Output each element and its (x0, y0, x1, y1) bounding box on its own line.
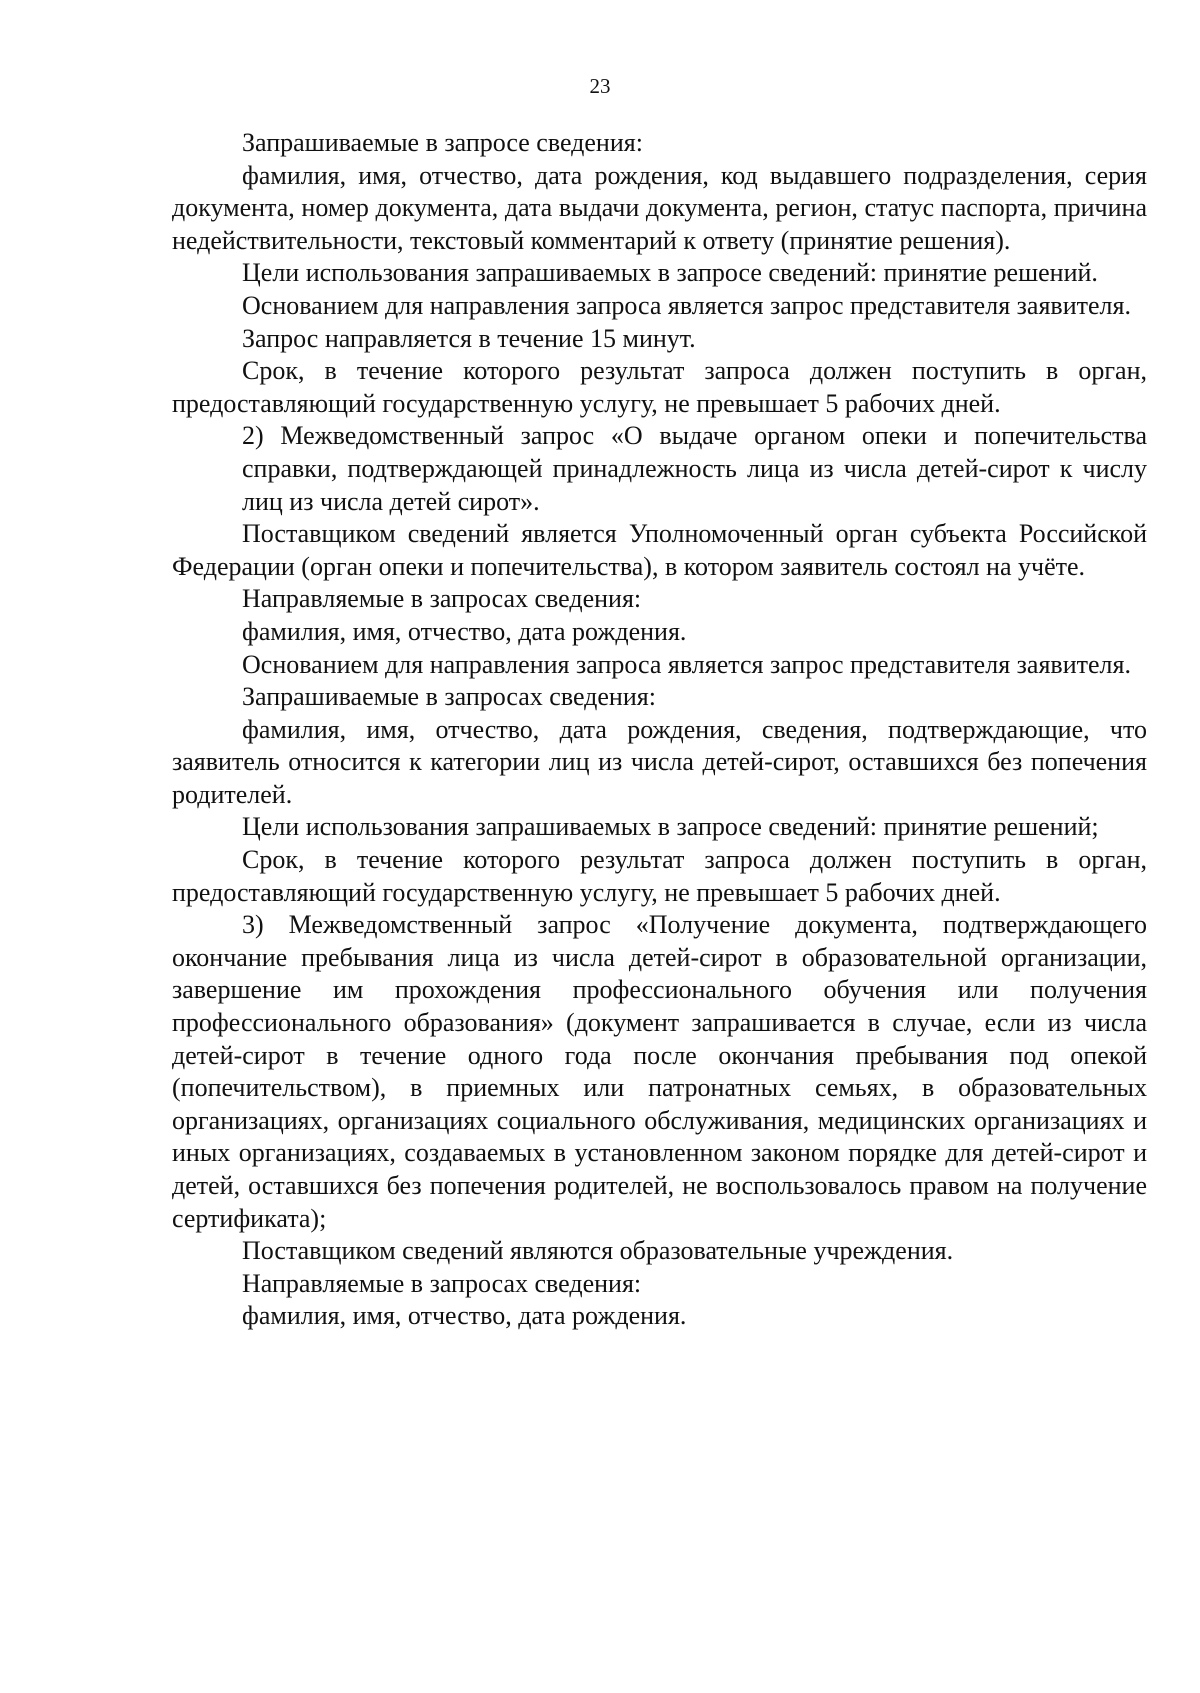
paragraph-request-3: 3) Межведомственный запрос «Получение документа, подтверждающего окончание пребывания лица из числа детей-сирот в образовательной организации, завершение им прохождения профессионального обучения или получения профессионального образования» (документ запрашивается в случае, если из числа детей-сирот в течение одного года после окончания пребывания под опекой (попечительством), в приемных или патронатных семьях, в образовательных организациях, организациях социального обслуживания, медицинских организациях и иных организациях, создаваемых в установленном законом порядке для детей-сирот и детей, оставшихся без попечения родителей, не воспользовалось правом на получение сертификата); (172, 910, 1147, 1233)
paragraph: Цели использования запрашиваемых в запросе сведений: принятие решений; (242, 812, 1099, 842)
paragraph: Срок, в течение которого результат запроса должен поступить в орган, предоставляющий государственную услугу, не превышает 5 рабочих дней. (172, 356, 1147, 418)
paragraph: Направляемые в запросах сведения: (242, 1268, 642, 1298)
paragraph: Срок, в течение которого результат запроса должен поступить в орган, предоставляющий государственную услугу, не превышает 5 рабочих дней. (172, 845, 1147, 907)
paragraph: фамилия, имя, отчество, дата рождения, сведения, подтверждающие, что заявитель относится к категории лиц из числа детей-сирот, оставшихся без попечения родителей. (172, 714, 1147, 809)
paragraph: Поставщиком сведений являются образовательные учреждения. (242, 1236, 954, 1266)
page-number: 23 (589, 74, 611, 98)
paragraph: Направляемые в запросах сведения: (242, 584, 642, 614)
paragraph: Основанием для направления запроса является запрос представителя заявителя. (242, 290, 1131, 320)
document-body (172, 127, 1147, 1333)
paragraph: фамилия, имя, отчество, дата рождения, код выдавшего подразделения, серия документа, номер документа, дата выдачи документа, регион, статус паспорта, причина недействительности, текстовый комментарий к ответу (принятие решения). (172, 160, 1147, 255)
paragraph: Запрашиваемые в запросе сведения: (242, 128, 643, 157)
paragraph: Поставщиком сведений является Уполномоченный орган субъекта Российской Федерации (орган опеки и попечительства), в котором заявитель состоял на учёте. (172, 519, 1147, 581)
paragraph-request-2: 2) Межведомственный запрос «О выдаче органом опеки и попечительства справки, подтверждающей принадлежность лица из числа детей-сирот к числу лиц из числа детей сирот». (242, 421, 1147, 516)
paragraph: фамилия, имя, отчество, дата рождения. (242, 1301, 687, 1331)
paragraph: фамилия, имя, отчество, дата рождения. (242, 616, 687, 646)
paragraph: Запрашиваемые в запросах сведения: (242, 682, 656, 712)
paragraph: Основанием для направления запроса является запрос представителя заявителя. (242, 649, 1131, 679)
paragraph: Цели использования запрашиваемых в запросе сведений: принятие решений. (242, 258, 1098, 288)
paragraph: Запрос направляется в течение 15 минут. (242, 323, 696, 353)
